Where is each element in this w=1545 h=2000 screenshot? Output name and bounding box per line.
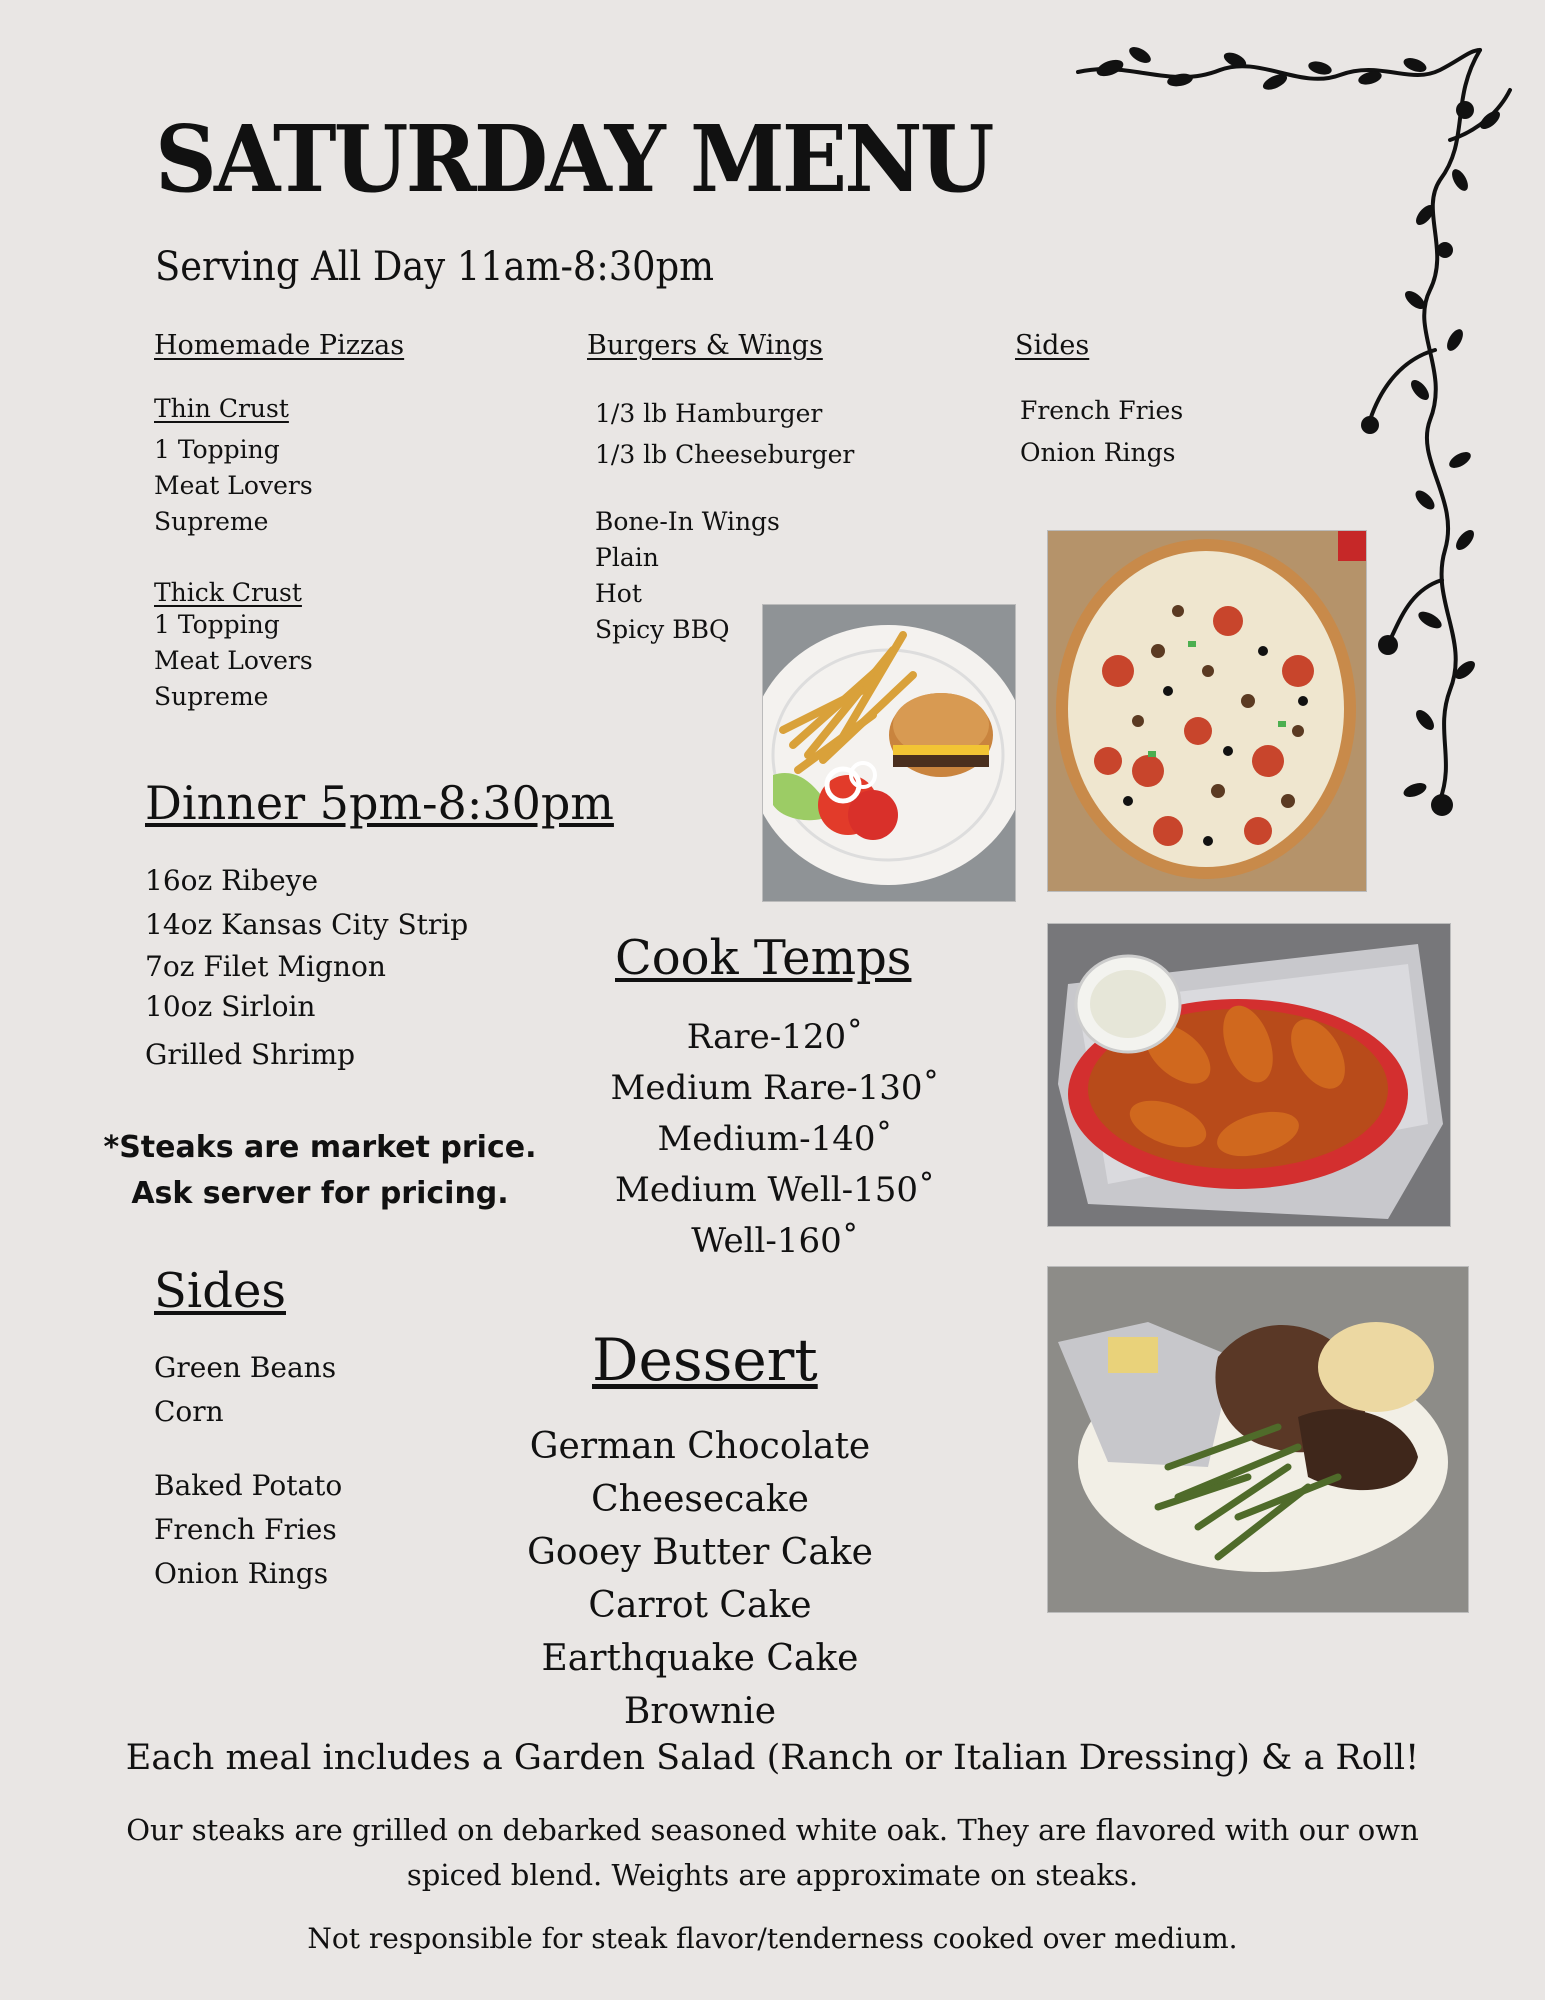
thin-crust-list — [154, 432, 313, 540]
list-item: 16oz Ribeye — [145, 864, 319, 897]
cook-temps-heading: Cook Temps — [615, 930, 912, 986]
list-item: Grilled Shrimp — [145, 1038, 356, 1071]
serving-hours: Serving All Day 11am-8:30pm — [155, 244, 715, 290]
list-item: Rare-120˚ — [686, 1017, 864, 1057]
dinner-sides-heading: Sides — [154, 1263, 286, 1319]
steak-dinner-photo — [1047, 1266, 1469, 1613]
dessert-heading: Dessert — [592, 1326, 818, 1394]
list-item: German Chocolate Cheesecake — [529, 1426, 871, 1520]
list-item: Spicy BBQ — [595, 615, 730, 644]
meal-includes-note: Each meal includes a Garden Salad (Ranch or Italian Dressing) & a Roll! — [125, 1738, 1420, 1778]
list-item: Onion Rings — [1020, 438, 1176, 467]
list-item: Medium Well-150˚ — [615, 1170, 935, 1210]
list-item: Meat Lovers — [154, 646, 313, 675]
list-item: 7oz Filet Mignon — [145, 950, 386, 983]
list-item: Baked Potato — [154, 1469, 343, 1502]
list-item: French Fries — [1020, 396, 1184, 425]
list-item: French Fries — [154, 1513, 337, 1546]
sides-heading: Sides — [1015, 330, 1090, 361]
cook-temps-list — [590, 1012, 960, 1267]
steak-grill-note: Our steaks are grilled on debarked seasoned white oak. They are flavored with our own spiced blend. Weights are approximate on steaks. — [126, 1813, 1419, 1892]
list-item: 1/3 lb Cheeseburger — [595, 440, 855, 469]
burger-plate-photo — [762, 604, 1016, 902]
list-item: Hot — [595, 579, 642, 608]
page-title: SATURDAY MENU — [155, 105, 992, 213]
list-item: 10oz Sirloin — [145, 990, 316, 1023]
pizza-photo — [1047, 530, 1367, 892]
list-item: Corn — [154, 1395, 224, 1428]
list-item: Meat Lovers — [154, 471, 313, 500]
dinner-heading: Dinner 5pm-8:30pm — [145, 776, 614, 830]
list-item: 1/3 lb Hamburger — [595, 399, 823, 428]
burgers-heading: Burgers & Wings — [587, 330, 823, 361]
list-item: Medium-140˚ — [657, 1119, 893, 1159]
steak-price-note: *Steaks are market price. Ask server for pricing. — [103, 1130, 537, 1211]
list-item: 14oz Kansas City Strip — [145, 908, 469, 941]
list-item: Green Beans — [154, 1351, 337, 1384]
dinner-sides-list-b — [154, 1464, 342, 1596]
thick-crust-heading: Thick Crust — [154, 578, 302, 607]
burgers-list — [595, 393, 854, 475]
list-item: Brownie — [623, 1691, 777, 1732]
list-item: Well-160˚ — [691, 1221, 859, 1261]
thick-crust-list — [154, 607, 313, 715]
sides-list — [1020, 390, 1183, 474]
pizzas-heading: Homemade Pizzas — [154, 330, 405, 361]
wings-list — [595, 504, 780, 648]
list-item: Earthquake Cake — [541, 1638, 859, 1679]
disclaimer: Not responsible for steak flavor/tenderness cooked over medium. — [307, 1922, 1238, 1955]
dessert-list — [420, 1420, 980, 1738]
thin-crust-heading: Thin Crust — [154, 394, 289, 423]
chicken-wings-photo — [1047, 923, 1451, 1227]
dinner-sides-list-a — [154, 1346, 336, 1434]
dinner-list — [145, 864, 468, 1071]
list-item: Supreme — [154, 682, 269, 711]
list-item: Plain — [595, 543, 659, 572]
list-item: Gooey Butter Cake — [527, 1532, 873, 1573]
list-item: 1 Topping — [154, 435, 280, 464]
list-item: Carrot Cake — [588, 1585, 812, 1626]
list-item: Onion Rings — [154, 1557, 329, 1590]
list-item: 1 Topping — [154, 610, 280, 639]
list-item: Medium Rare-130˚ — [610, 1068, 940, 1108]
wings-heading: Bone-In Wings — [595, 507, 780, 536]
list-item: Supreme — [154, 507, 269, 536]
